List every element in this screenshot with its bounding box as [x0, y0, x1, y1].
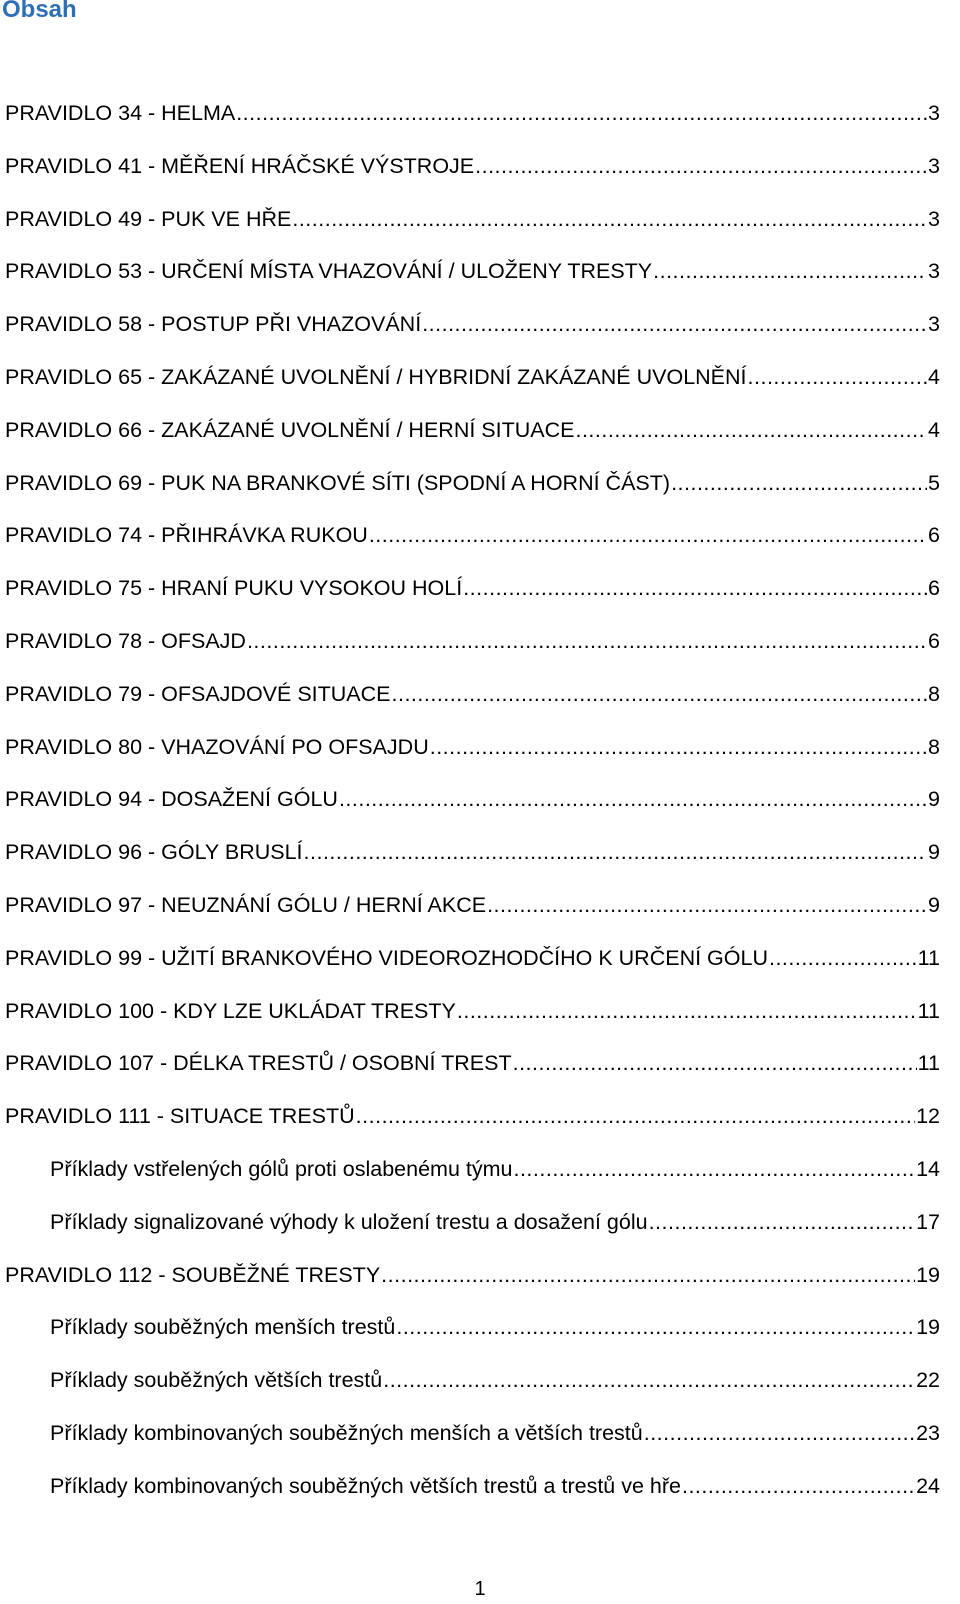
toc-entry[interactable] — [5, 1101, 940, 1131]
toc-entry-page: 9 — [928, 840, 940, 865]
toc-entry-label: PRAVIDLO 75 - HRANÍ PUKU VYSOKOU HOLÍ — [5, 576, 463, 601]
toc-entry-label: PRAVIDLO 49 - PUK VE HŘE — [5, 206, 292, 231]
toc-entry-page: 5 — [928, 470, 940, 495]
toc-entry-page: 19 — [916, 1315, 940, 1340]
toc-entry-label: Příklady souběžných větších trestů — [50, 1368, 383, 1393]
toc-entry[interactable] — [5, 890, 940, 920]
toc-subentry[interactable] — [50, 1418, 940, 1448]
toc-entry-label: PRAVIDLO 34 - HELMA — [5, 101, 236, 125]
toc-subentry[interactable] — [50, 1471, 940, 1501]
toc-dot-leader — [383, 1365, 915, 1395]
toc-entry-page: 6 — [928, 523, 940, 548]
toc-entry-page: 3 — [928, 259, 940, 284]
toc-entry[interactable] — [5, 204, 940, 234]
toc-entry[interactable] — [5, 520, 940, 550]
toc-entry-page: 8 — [928, 681, 940, 706]
page-number: 1 — [474, 1578, 486, 1600]
toc-dot-leader — [381, 1260, 915, 1290]
toc-dot-leader — [682, 1471, 915, 1501]
toc-dot-leader — [463, 573, 927, 603]
toc-entry-label: PRAVIDLO 100 - KDY LZE UKLÁDAT TRESTY — [5, 998, 456, 1023]
toc-entry-page: 11 — [917, 998, 940, 1023]
toc-entry-page: 23 — [916, 1421, 940, 1445]
toc-entry-page: 11 — [917, 945, 940, 970]
toc-dot-leader — [422, 309, 927, 339]
toc-dot-leader — [339, 784, 927, 814]
toc-dot-leader — [356, 1101, 915, 1131]
toc-entry[interactable] — [5, 256, 940, 286]
toc-entry[interactable] — [5, 1048, 940, 1078]
toc-entry-label: Příklady kombinovaných souběžných menších a větších trestů — [50, 1421, 643, 1445]
toc-entry-label: PRAVIDLO 97 - NEUZNÁNÍ GÓLU / HERNÍ AKCE — [5, 893, 487, 917]
toc-entry-label: PRAVIDLO 79 - OFSAJDOVÉ SITUACE — [5, 681, 391, 706]
toc-entry[interactable] — [5, 415, 940, 445]
toc-dot-leader — [396, 1312, 915, 1342]
toc-entry[interactable] — [5, 1260, 940, 1290]
toc-dot-leader — [247, 626, 927, 656]
toc-entry-label: PRAVIDLO 111 - SITUACE TRESTŮ — [5, 1104, 355, 1129]
toc-entry-label: PRAVIDLO 112 - SOUBĚŽNÉ TRESTY — [5, 1262, 381, 1287]
toc-dot-leader — [649, 1207, 916, 1237]
toc-entry-page: 4 — [928, 417, 940, 442]
toc-entry-label: PRAVIDLO 41 - MĚŘENÍ HRÁČSKÉ VÝSTROJE — [5, 153, 475, 178]
toc-entry-label: PRAVIDLO 96 - GÓLY BRUSLÍ — [5, 840, 303, 865]
toc-entry-label: PRAVIDLO 65 - ZAKÁZANÉ UVOLNĚNÍ / HYBRIDNÍ ZAKÁZANÉ UVOLNĚNÍ — [5, 365, 747, 389]
toc-entry[interactable] — [5, 626, 940, 656]
toc-entry-label: PRAVIDLO 99 - UŽITÍ BRANKOVÉHO VIDEOROZHODČÍHO K URČENÍ GÓLU — [5, 945, 768, 970]
toc-dot-leader — [430, 732, 927, 762]
toc-entry-page: 8 — [928, 734, 940, 759]
toc-entry[interactable] — [5, 784, 940, 814]
toc-subentry[interactable] — [50, 1154, 940, 1184]
toc-entry-page: 3 — [928, 101, 940, 125]
toc-entry-page: 9 — [928, 893, 940, 917]
toc-entry[interactable] — [5, 996, 940, 1026]
toc-entry[interactable] — [5, 468, 940, 498]
toc-entry-label: PRAVIDLO 74 - PŘIHRÁVKA RUKOU — [5, 523, 368, 548]
toc-entry-page: 14 — [916, 1157, 940, 1181]
toc-dot-leader — [369, 520, 927, 550]
toc-entry-label: PRAVIDLO 78 - OFSAJD — [5, 629, 246, 653]
toc-entry-label: PRAVIDLO 69 - PUK NA BRANKOVÉ SÍTI (SPODNÍ A HORNÍ ČÁST) — [5, 470, 671, 495]
toc-entry-label: PRAVIDLO 66 - ZAKÁZANÉ UVOLNĚNÍ / HERNÍ SITUACE — [5, 417, 575, 442]
toc-dot-leader — [392, 679, 928, 709]
toc-dot-leader — [513, 1154, 915, 1184]
toc-entry-label: PRAVIDLO 80 - VHAZOVÁNÍ PO OFSAJDU — [5, 734, 429, 759]
toc-entry-page: 3 — [928, 312, 940, 337]
toc-entry[interactable] — [5, 837, 940, 867]
toc-entry-page: 11 — [917, 1051, 940, 1076]
toc-dot-leader — [644, 1418, 915, 1448]
toc-entry-label: PRAVIDLO 94 - DOSAŽENÍ GÓLU — [5, 787, 338, 812]
toc-dot-leader — [653, 256, 927, 286]
toc-entry[interactable] — [5, 943, 940, 973]
toc-entry-label: PRAVIDLO 53 - URČENÍ MÍSTA VHAZOVÁNÍ / ULOŽENY TRESTY — [5, 259, 653, 284]
toc-entry-page: 19 — [916, 1262, 940, 1287]
toc-entry-page: 9 — [928, 787, 940, 812]
toc-entry[interactable] — [5, 573, 940, 603]
toc-subentry[interactable] — [50, 1207, 940, 1237]
toc-dot-leader — [292, 204, 927, 234]
toc-dot-leader — [487, 890, 927, 920]
toc-entry-page: 17 — [916, 1209, 940, 1234]
toc-subentry[interactable] — [50, 1312, 940, 1342]
toc-entry-page: 24 — [916, 1473, 940, 1498]
toc-entry[interactable] — [5, 151, 940, 181]
toc-entry-page: 22 — [916, 1368, 940, 1393]
toc-entry-page: 3 — [928, 153, 940, 178]
toc-entry[interactable] — [5, 98, 940, 128]
toc-subentry[interactable] — [50, 1365, 940, 1395]
toc-entry[interactable] — [5, 679, 940, 709]
toc-entry-label: PRAVIDLO 58 - POSTUP PŘI VHAZOVÁNÍ — [5, 312, 422, 337]
toc-dot-leader — [236, 98, 927, 128]
toc-entry-label: PRAVIDLO 107 - DÉLKA TRESTŮ / OSOBNÍ TREST — [5, 1051, 512, 1076]
toc-entry[interactable] — [5, 732, 940, 762]
toc-entry-page: 4 — [928, 365, 940, 389]
toc-entry[interactable] — [5, 309, 940, 339]
toc-entry-label: Příklady signalizované výhody k uložení trestu a dosažení gólu — [50, 1209, 648, 1234]
page-title: Obsah — [2, 0, 77, 23]
toc-dot-leader — [671, 468, 927, 498]
toc-dot-leader — [475, 151, 927, 181]
toc-dot-leader — [575, 415, 927, 445]
toc-dot-leader — [513, 1048, 917, 1078]
toc-dot-leader — [748, 362, 928, 392]
toc-entry-page: 6 — [928, 576, 940, 601]
toc-entry-label: Příklady vstřelených gólů proti oslabenému týmu — [50, 1157, 513, 1181]
toc-entry-label: Příklady kombinovaných souběžných větších trestů a trestů ve hře — [50, 1473, 681, 1498]
toc-dot-leader — [769, 943, 917, 973]
toc-entry-page: 6 — [928, 629, 940, 653]
toc-dot-leader — [457, 996, 917, 1026]
toc-entry[interactable] — [5, 362, 940, 392]
toc-entry-label: Příklady souběžných menších trestů — [50, 1315, 396, 1340]
toc-dot-leader — [304, 837, 928, 867]
toc-entry-page: 3 — [928, 206, 940, 231]
toc-entry-page: 12 — [916, 1104, 940, 1129]
